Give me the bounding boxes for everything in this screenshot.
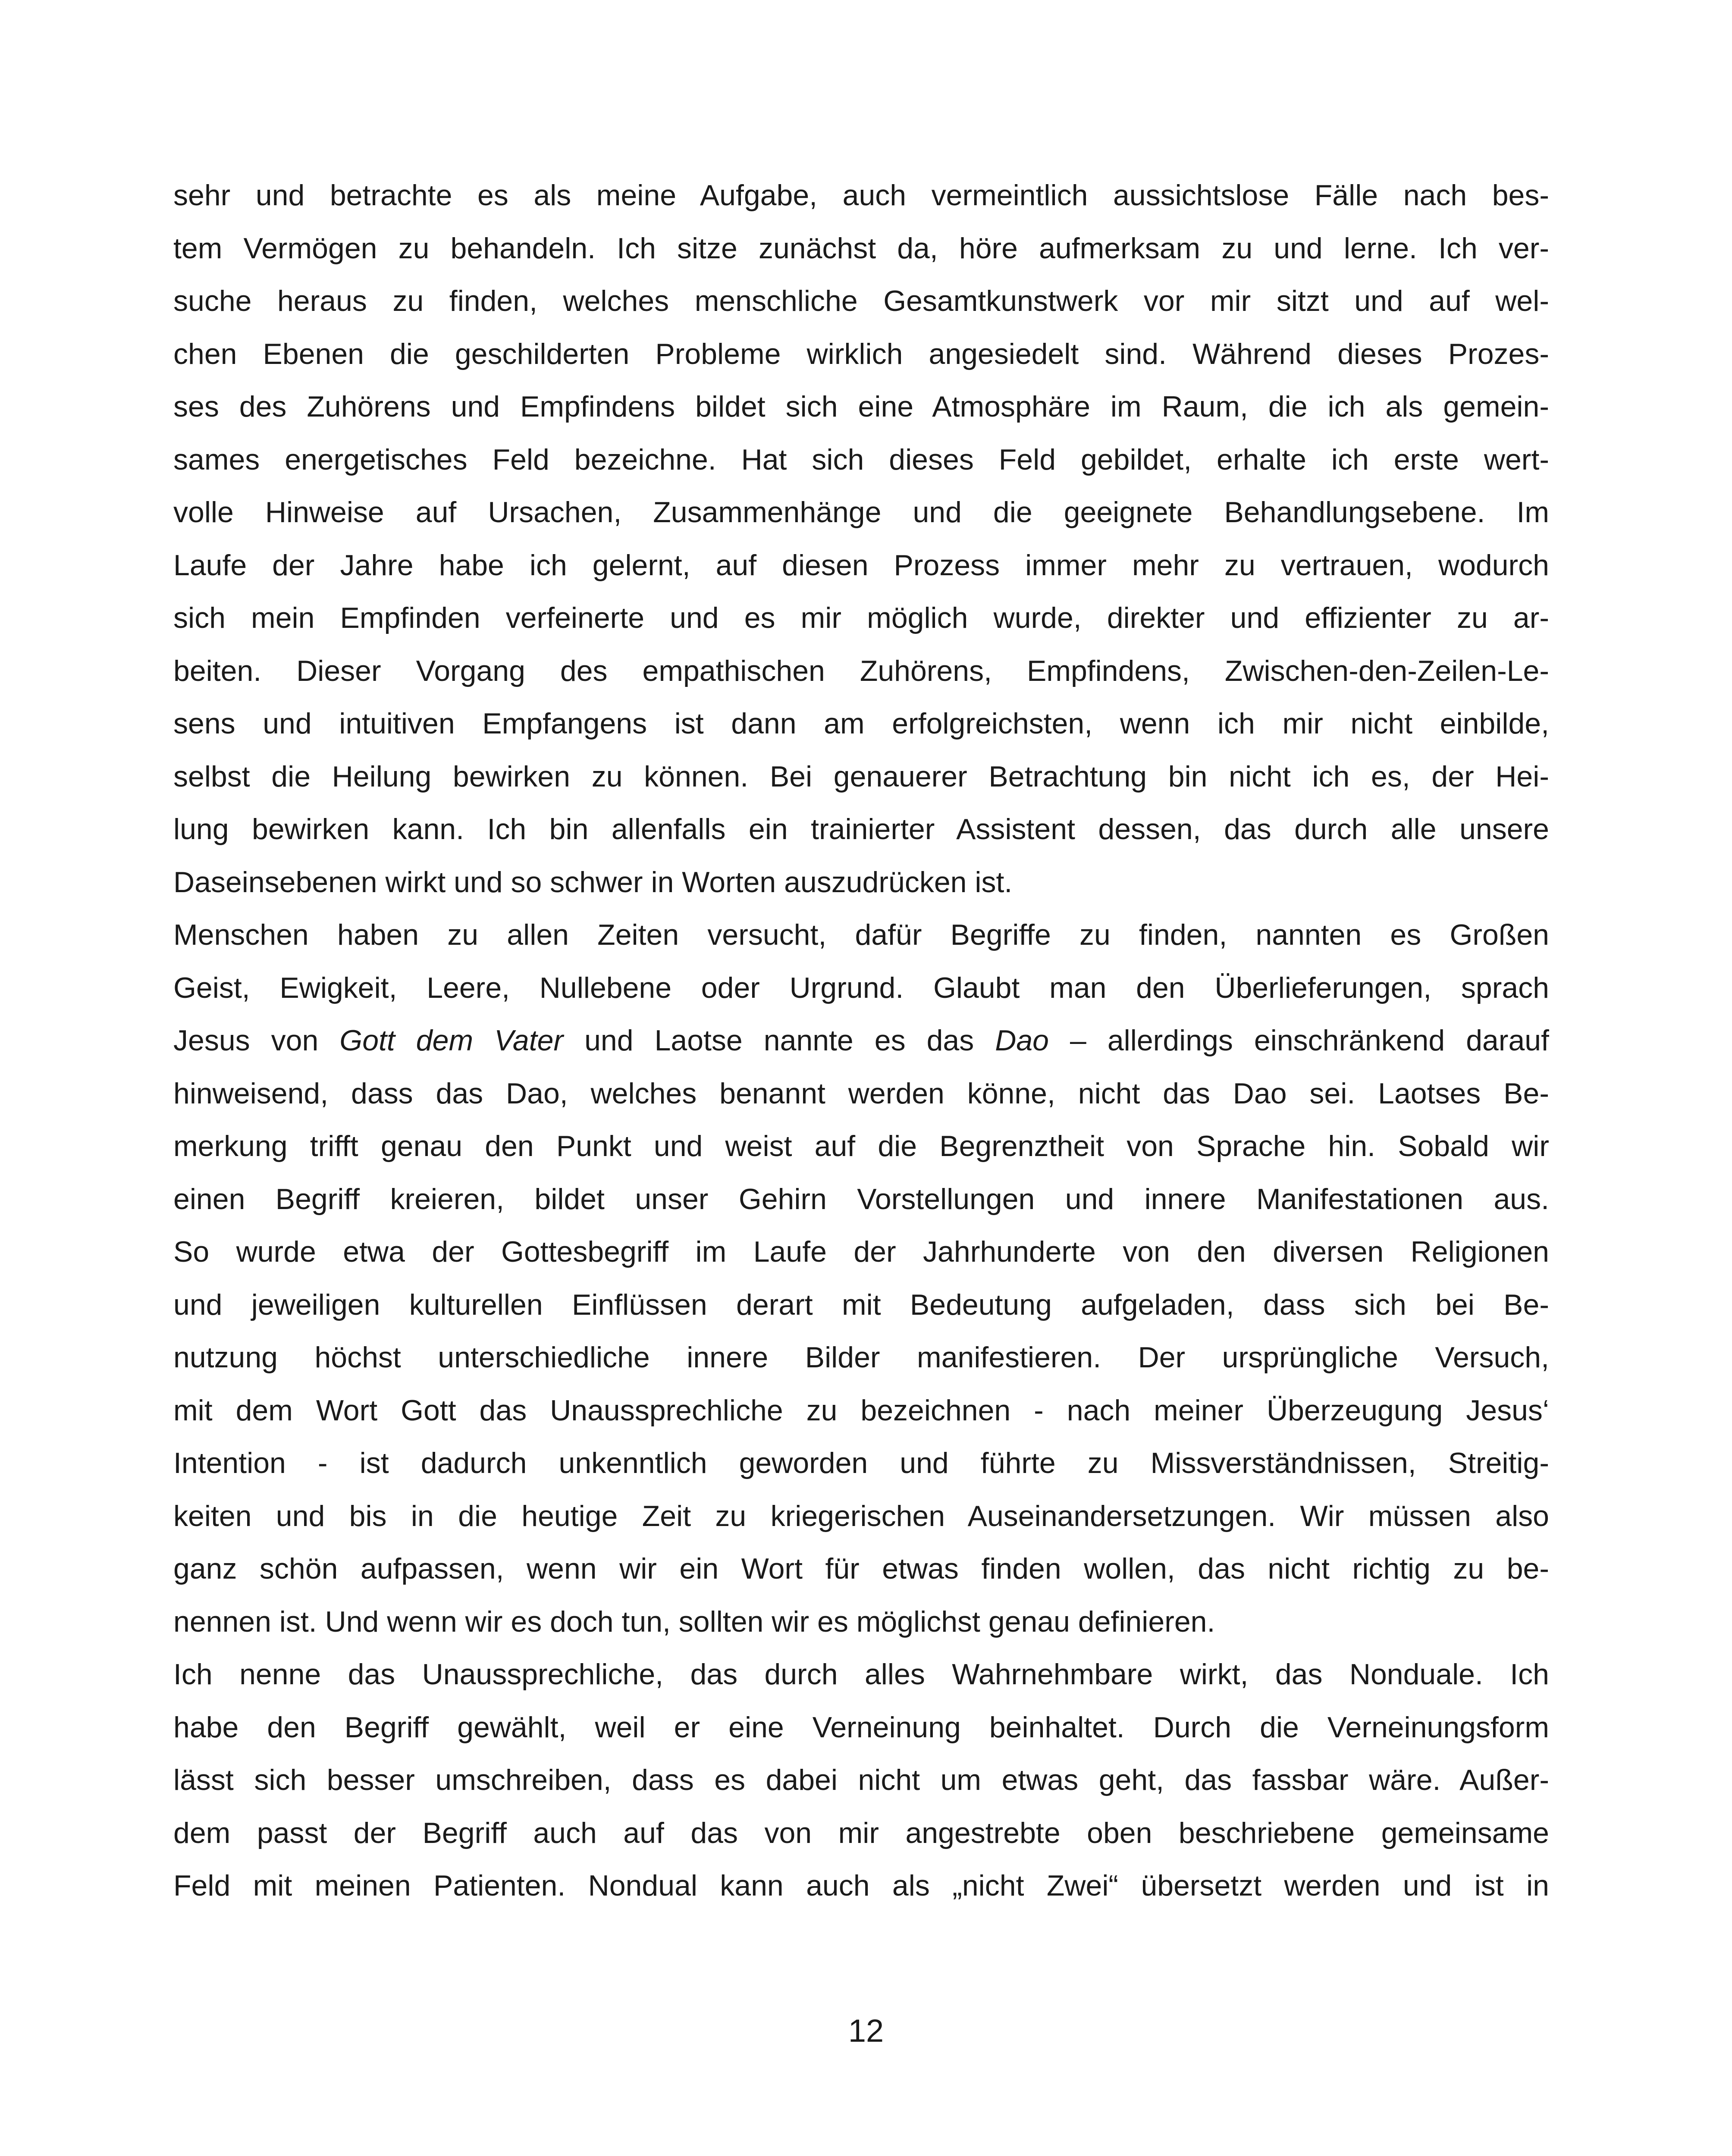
text-line: volle Hinweise auf Ursachen, Zusammenhänge und die geeignete Behandlungsebene. Im (173, 496, 1549, 529)
text-line: Ich nenne das Unaussprechliche, das durch alles Wahrnehmbare wirkt, das Nonduale. Ich (173, 1658, 1549, 1691)
text-line: ganz schön aufpassen, wenn wir ein Wort für etwas finden wollen, das nicht richtig zu be- (173, 1552, 1549, 1585)
text-line: einen Begriff kreieren, bildet unser Gehirn Vorstellungen und innere Manifestationen aus. (173, 1182, 1549, 1216)
body-text (173, 169, 1549, 1912)
text-line: keiten und bis in die heutige Zeit zu kriegerischen Auseinandersetzungen. Wir müssen also (173, 1499, 1549, 1532)
text-line: Menschen haben zu allen Zeiten versucht, dafür Begriffe zu finden, nannten es Großen (173, 918, 1549, 951)
text-line: habe den Begriff gewählt, weil er eine Verneinung beinhaltet. Durch die Verneinungsform (173, 1711, 1549, 1744)
text-line: Feld mit meinen Patienten. Nondual kann auch als „nicht Zwei“ übersetzt werden und ist in (173, 1869, 1549, 1902)
text-line: merkung trifft genau den Punkt und weist auf die Begrenztheit von Sprache hin. Sobald wir (173, 1130, 1549, 1163)
text-line: Intention - ist dadurch unkenntlich geworden und führte zu Missverständnissen, Streitig- (173, 1447, 1549, 1479)
text-line: Daseinsebenen wirkt und so schwer in Worten auszudrücken ist. (173, 865, 1013, 899)
text-line: Laufe der Jahre habe ich gelernt, auf diesen Prozess immer mehr zu vertrauen, wodurch (173, 548, 1549, 582)
text-line: Geist, Ewigkeit, Leere, Nullebene oder Urgrund. Glaubt man den Überlieferungen, sprach (173, 971, 1549, 1004)
text-line: suche heraus zu finden, welches menschliche Gesamtkunstwerk vor mir sitzt und auf wel- (173, 285, 1549, 317)
page-number: 12 (848, 2013, 884, 2049)
text-line: lässt sich besser umschreiben, dass es dabei nicht um etwas geht, das fassbar wäre. Außer- (173, 1764, 1549, 1796)
text-line: und jeweiligen kulturellen Einflüssen derart mit Bedeutung aufgeladen, dass sich bei Be- (173, 1288, 1549, 1321)
text-line: nennen ist. Und wenn wir es doch tun, sollten wir es möglichst genau definieren. (173, 1605, 1215, 1638)
text-line: nutzung höchst unterschiedliche innere Bilder manifestieren. Der ursprüngliche Versuch, (173, 1341, 1549, 1374)
text-line: sehr und betrachte es als meine Aufgabe, auch vermeintlich aussichtslose Fälle nach bes- (173, 179, 1549, 212)
text-line: sames energetisches Feld bezeichne. Hat sich dieses Feld gebildet, erhalte ich erste wert- (173, 443, 1549, 476)
text-line: So wurde etwa der Gottesbegriff im Laufe der Jahrhunderte von den diversen Religionen (173, 1235, 1549, 1268)
text-line: ses des Zuhörens und Empfindens bildet sich eine Atmosphäre im Raum, die ich als gemein- (173, 390, 1549, 423)
text-line: tem Vermögen zu behandeln. Ich sitze zunächst da, höre aufmerksam zu und lerne. Ich ver- (173, 232, 1549, 265)
text-line: hinweisend, dass das Dao, welches benannt werden könne, nicht das Dao sei. Laotses Be- (173, 1077, 1549, 1110)
text-line: chen Ebenen die geschilderten Probleme wirklich angesiedelt sind. Während dieses Prozes- (173, 337, 1549, 370)
text-line: dem passt der Begriff auch auf das von mir angestrebte oben beschriebene gemeinsame (173, 1816, 1549, 1849)
text-line: sens und intuitiven Empfangens ist dann am erfolgreichsten, wenn ich mir nicht einbilde, (173, 707, 1549, 740)
text-line: beiten. Dieser Vorgang des empathischen Zuhörens, Empfindens, Zwischen-den-Zeilen-Le- (173, 654, 1549, 687)
text-line: sich mein Empfinden verfeinerte und es mir möglich wurde, direkter und effizienter zu ar- (173, 602, 1549, 634)
text-line: mit dem Wort Gott das Unaussprechliche zu bezeichnen - nach meiner Überzeugung Jesus‘ (173, 1394, 1549, 1427)
text-line: selbst die Heilung bewirken zu können. Bei genauerer Betrachtung bin nicht ich es, der Hei- (173, 760, 1549, 793)
text-line: Jesus von Gott dem Vater und Laotse nannte es das Dao – allerdings einschränkend darauf (173, 1024, 1549, 1057)
text-line: lung bewirken kann. Ich bin allenfalls ein trainierter Assistent dessen, das durch alle unsere (173, 813, 1549, 846)
